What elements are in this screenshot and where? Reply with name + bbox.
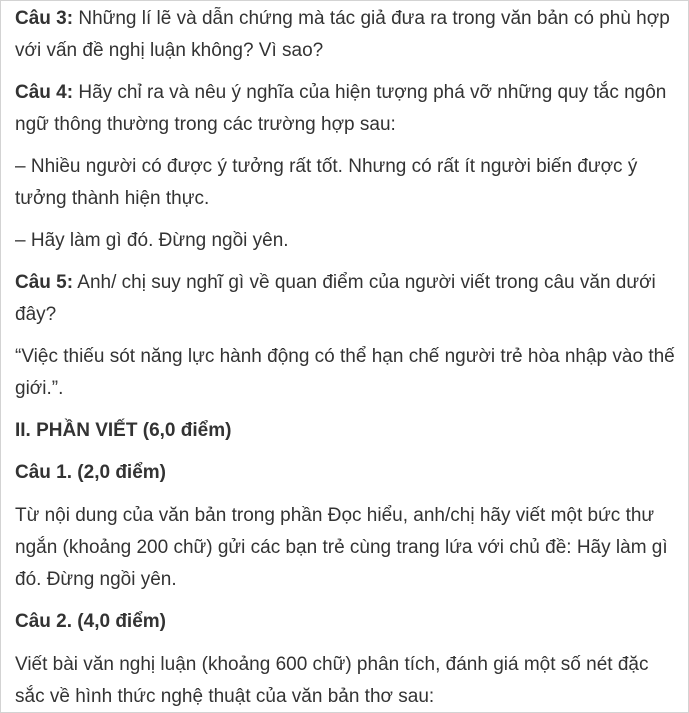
question-5-text: Anh/ chị suy nghĩ gì về quan điểm của người viết trong câu văn dưới đây? <box>15 272 656 325</box>
writing-section-heading-text: II. PHẦN VIẾT (6,0 điểm) <box>15 420 232 441</box>
writing-question-1-text: Từ nội dung của văn bản trong phần Đọc hiểu, anh/chị hãy viết một bức thư ngắn (khoảng 200 chữ) gửi các bạn trẻ cùng trang lứa với chủ đề: Hãy làm gì đó. Đừng ngồi yên. <box>15 505 668 590</box>
question-3-text: Những lí lẽ và dẫn chứng mà tác giả đưa ra trong văn bản có phù hợp với vấn đề nghị luận không? Vì sao? <box>15 8 670 61</box>
writing-question-2-heading <box>15 606 680 638</box>
writing-question-2-text: Viết bài văn nghị luận (khoảng 600 chữ) phân tích, đánh giá một số nét đặc sắc về hình thức nghệ thuật của văn bản thơ sau: <box>15 654 649 707</box>
writing-section-heading <box>15 415 680 447</box>
question-5-label: Câu 5: <box>15 272 74 293</box>
quote-paragraph: “Việc thiếu sót năng lực hành động có thể hạn chế người trẻ hòa nhập vào thế giới.”. <box>15 346 675 399</box>
example-1-paragraph: – Nhiều người có được ý tưởng rất tốt. Nhưng có rất ít người biến được ý tưởng thành hiện thực. <box>15 156 638 209</box>
question-5-paragraph <box>15 267 680 331</box>
writing-question-1-heading-text: Câu 1. (2,0 điểm) <box>15 462 166 483</box>
writing-question-1-heading <box>15 457 680 489</box>
question-3-paragraph <box>15 3 680 67</box>
writing-question-2-heading-text: Câu 2. (4,0 điểm) <box>15 611 166 632</box>
question-4-paragraph <box>15 77 680 141</box>
question-4-text: Hãy chỉ ra và nêu ý nghĩa của hiện tượng phá vỡ những quy tắc ngôn ngữ thông thường trong các trường hợp sau: <box>15 82 667 135</box>
question-4-label: Câu 4: <box>15 82 74 103</box>
example-2-paragraph: – Hãy làm gì đó. Đừng ngồi yên. <box>15 230 289 251</box>
question-3-label: Câu 3: <box>15 8 74 29</box>
